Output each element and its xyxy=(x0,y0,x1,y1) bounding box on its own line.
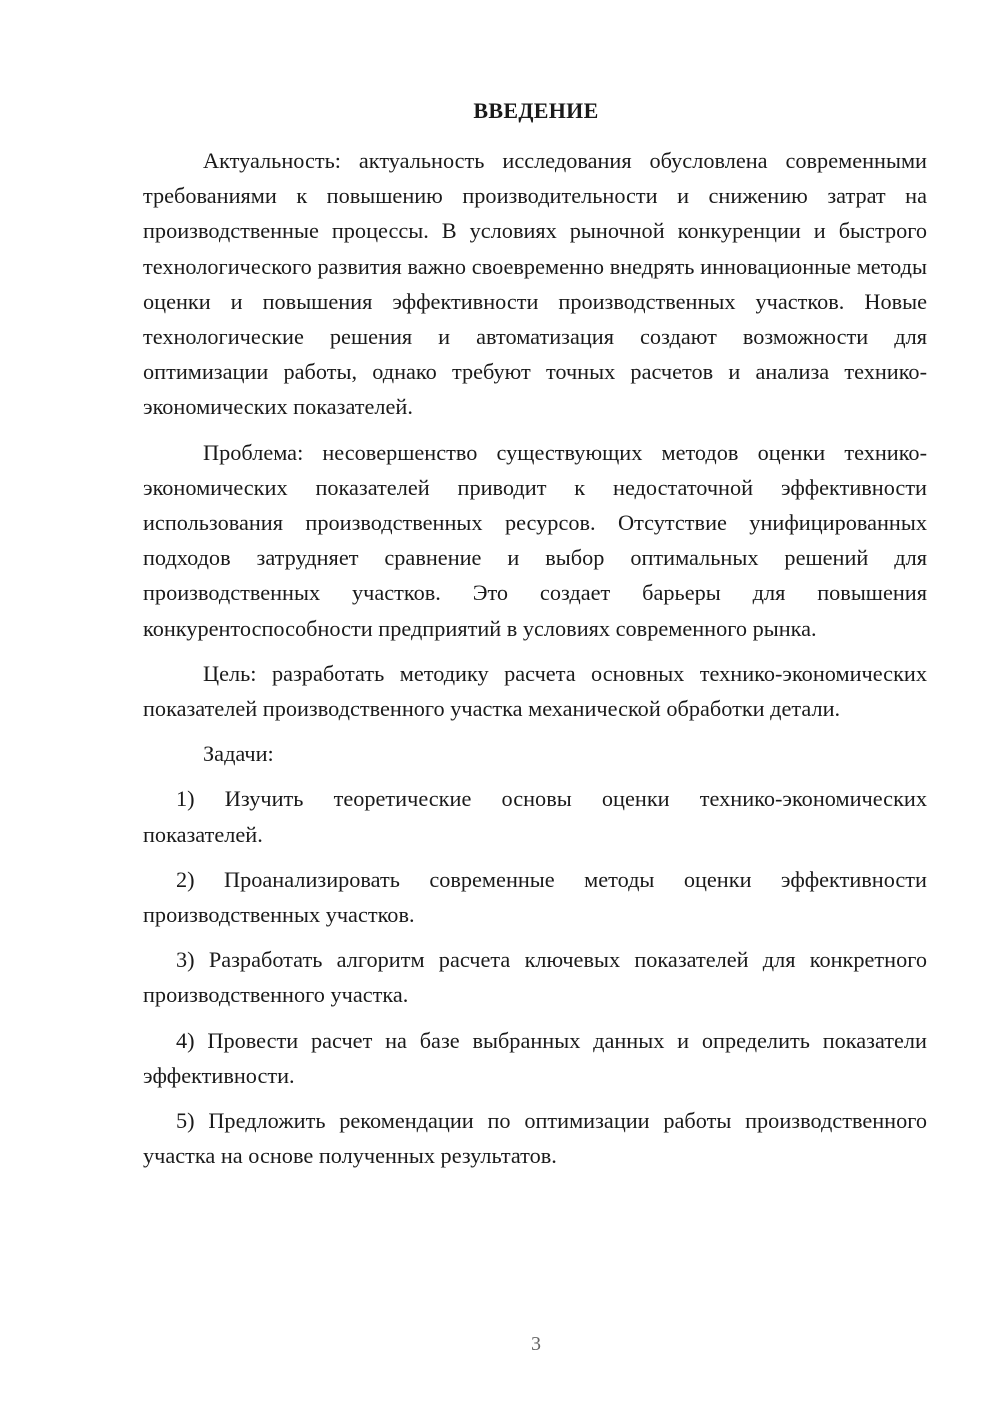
section-title: ВВЕДЕНИЕ xyxy=(473,98,599,123)
paragraph-goal: Цель: разработать методику расчета основных технико-экономических показателей производственного участка механической обработки детали. xyxy=(143,660,927,722)
task-item-2: 2) Проанализировать современные методы оценки эффективности производственных участков. xyxy=(143,866,927,928)
document-body xyxy=(143,143,927,1183)
paragraph-tasks-heading: Задачи: xyxy=(203,741,274,767)
task-item-5: 5) Предложить рекомендации по оптимизации работы производственного участка на основе полученных результатов. xyxy=(143,1108,927,1169)
task-item-4: 4) Провести расчет на базе выбранных данных и определить показатели эффективности. xyxy=(143,1027,927,1088)
paragraph-relevance: Актуальность: актуальность исследования обусловлена современными требованиями к повышению производительности и снижению затрат на производственные процессы. В условиях рыночной конкуренции и быстрого технологического развития важно своевременно внедрять инновационные методы оценки и повышения эффективности производственных участков. Новые технологические решения и автоматизация создают возможности для оптимизации работы, однако требуют точных расчетов и анализа технико-экономических показателей. xyxy=(143,148,927,420)
task-item-3: 3) Разработать алгоритм расчета ключевых показателей для конкретного производственного участка. xyxy=(143,947,927,1008)
task-item-1: 1) Изучить теоретические основы оценки технико-экономических показателей. xyxy=(143,786,927,847)
page-number: 3 xyxy=(531,1333,541,1355)
paragraph-problem: Проблема: несовершенство существующих методов оценки технико-экономических показателей приводит к недостаточной эффективности использования производственных ресурсов. Отсутствие унифицированных подходов затрудняет сравнение и выбор оптимальных решений для производственных участков. Это создает барьеры для повышения конкурентоспособности предприятий в условиях современного рынка. xyxy=(143,439,927,641)
